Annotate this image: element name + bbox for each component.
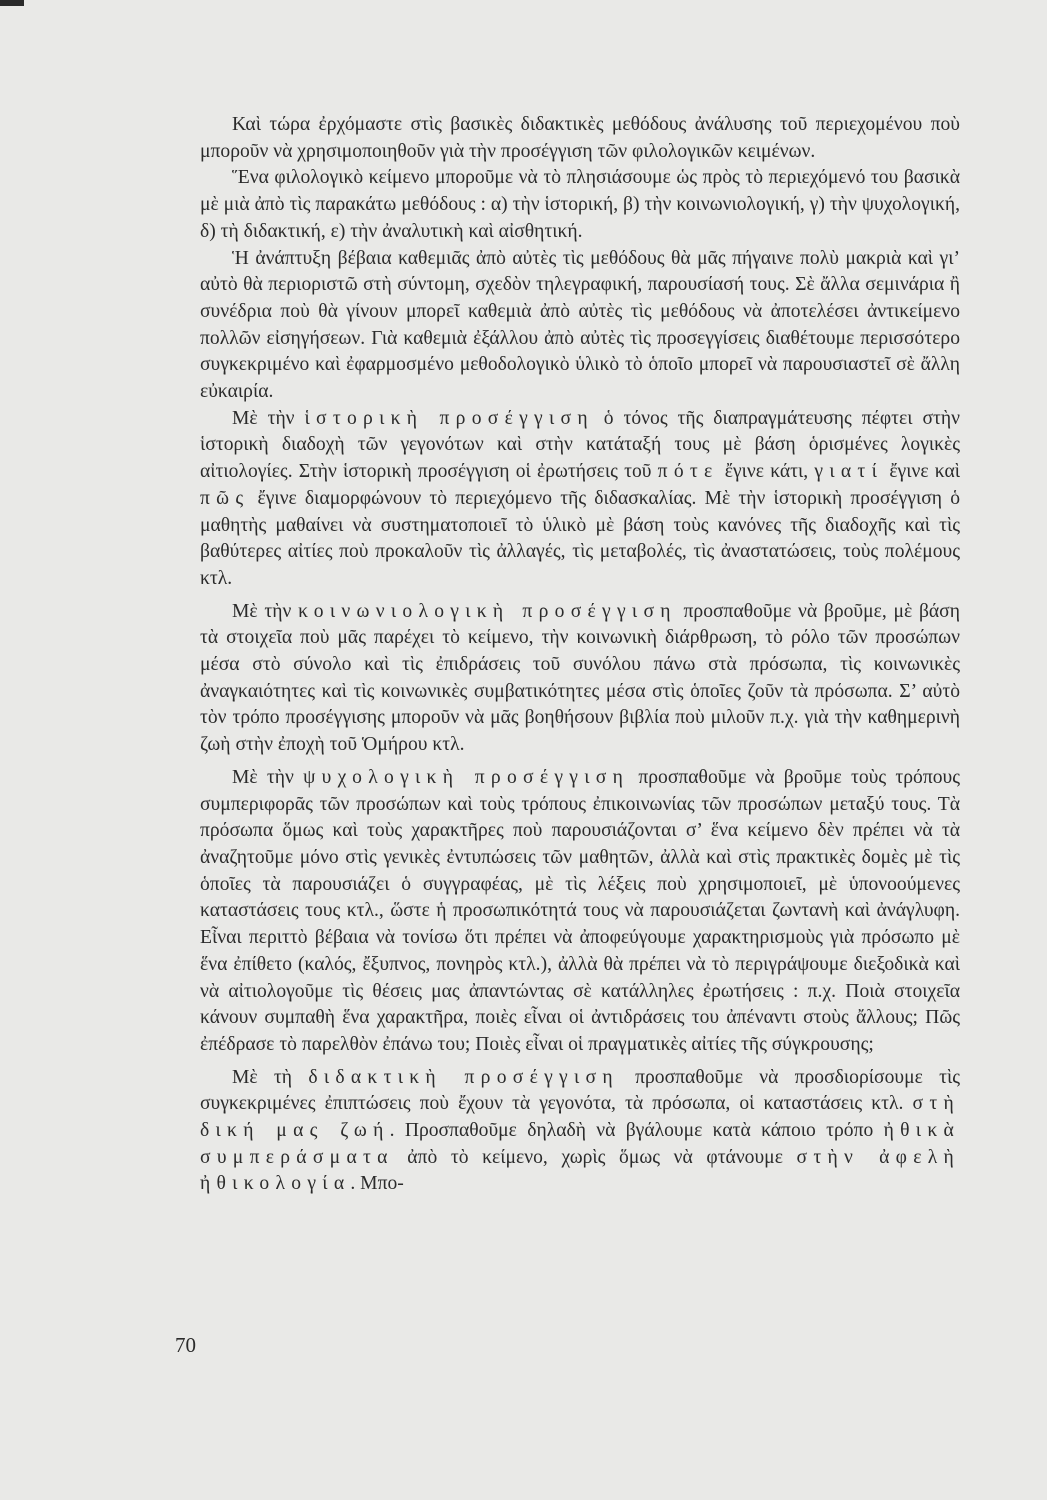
- text-run: προσπαθοῦμε νὰ βροῦμε τοὺς τρόπους συμπεριφορᾶς τῶν προσώπων καὶ τοὺς τρόπους ἐπικοινωνίας τῶν προσώπων μεταξύ τους. Τὰ πρόσωπα ὅμως καὶ τοὺς χαρακτῆρες ποὺ παρουσιάζονται σ’ ἕνα κείμενο δὲν πρέπει νὰ τὰ ἀναζητοῦμε μόνο στὶς γενικὲς ἐντυπώσεις τῶν μαθητῶν, ἀλλὰ καὶ στὶς πρακτικὲς δομὲς μὲ τὶς ὁποῖες τὰ παρουσιάζει ὁ συγγραφέας, μὲ τὶς λέξεις ποὺ χρησιμοποιεῖ, μὲ ὑπονοούμενες καταστάσεις τους κτλ., ὥστε ἡ προσωπικότητά τους νὰ παρουσιάζεται ζωντανὴ καὶ ἀνάγλυφη. Εἶναι περιττὸ βέβαια νὰ τονίσω ὅτι πρέπει νὰ ἀποφεύγουμε χαρακτηρισμοὺς γιὰ πρόσωπο μὲ ἕνα ἐπίθετο (καλός, ἔξυπνος, πονηρὸς κτλ.), ἀλλὰ θὰ πρέπει νὰ τὸ περιγράψουμε διεξοδικὰ καὶ νὰ αἰτιολογοῦμε τὶς θέσεις μας ἀπαντώντας σὲ κατάλληλες ἐρωτήσεις : π.χ. Ποιὰ στοιχεῖα κάνουν συμπαθὴ ἕνα χαρακτῆρα, ποιὲς εἶναι οἱ ἀντιδράσεις του ἀπέναντι στοὺς ἄλλους; Πῶς ἐπέδρασε τὸ παρελθὸν ἐπάνω του; Ποιὲς εἶναι οἱ πραγματικὲς αἰτίες τῆς σύγκρουσης;: [200, 766, 960, 1055]
- page-number: 70: [175, 1333, 196, 1357]
- text-run: Μὲ τὴν: [232, 600, 299, 622]
- emphasized-term: στὴν ἀφελὴ ἠθικολογία: [200, 1146, 960, 1195]
- paragraph: [200, 406, 960, 593]
- text-run: ὁ τόνος τῆς διαπραγμάτευσης πέφτει στὴν ἱστορικὴ διαδοχὴ τῶν γεγονότων καὶ στὴν κατάταξή τους μὲ βάση ὁρισμένες λογικὲς αἰτιολογίες. Στὴν ἱστορικὴ προσέγγιση οἱ ἐρωτήσεις τοῦ: [200, 407, 960, 483]
- text-run: ἀπὸ τὸ κείμενο, χωρὶς ὅμως νὰ φτάνουμε: [393, 1146, 797, 1168]
- text-run: ἔγινε κάτι,: [718, 461, 815, 483]
- text-run: . Προσπαθοῦμε δηλαδὴ νὰ βγάλουμε κατὰ κάποιο τρόπο: [389, 1120, 884, 1142]
- text-run: . Μπο-: [350, 1173, 404, 1195]
- text-run: Μὲ τὴν: [232, 766, 304, 788]
- emphasized-term: πότε: [657, 461, 719, 483]
- text-run: προσπαθοῦμε νὰ βροῦμε, μὲ βάση τὰ στοιχεῖα ποὺ μᾶς παρέχει τὸ κείμενο, τὴν κοινωνικὴ διάρθρωση, τὸ ρόλο τῶν προσώπων μέσα στὸ σύνολο καὶ τὶς ἐπιδράσεις τοῦ συνόλου πάνω στὰ πρόσωπα, τὶς κοινωνικὲς ἀναγκαιότητες καὶ τὶς κοινωνικὲς συμβατικότητες μέσα στὶς ὁποῖες ζοῦν τὰ πρόσωπα. Σ’ αὐτὸ τὸν τρόπο προσέγγισης μποροῦν νὰ μᾶς βοηθήσουν βιβλία ποὺ μιλοῦν π.χ. γιὰ τὴν καθημερινὴ ζωὴ στὴν ἐποχὴ τοῦ Ὁμήρου κτλ.: [200, 600, 960, 756]
- paragraph: [200, 599, 960, 759]
- paragraph: [200, 112, 960, 165]
- paragraph: [200, 765, 960, 1059]
- text-run: προσπαθοῦμε νὰ προσδιορίσουμε τὶς συγκεκριμένες ἐπιπτώσεις ποὺ ἔχουν τὰ γεγονότα, τὰ πρόσωπα, οἱ καταστάσεις κτλ.: [200, 1066, 960, 1115]
- emphasized-term: κοινωνιολογικὴ προσέγγιση: [298, 600, 677, 622]
- paragraph: [200, 1065, 960, 1199]
- emphasized-term: στὴ δική μας ζωή: [200, 1093, 960, 1142]
- paragraph: [200, 246, 960, 406]
- text-run: Μὲ τὴ: [232, 1066, 309, 1088]
- emphasized-term: γιατί: [814, 461, 884, 483]
- text-run: ἔγινε διαμορφώνουν τὸ περιεχόμενο τῆς διδασκαλίας. Μὲ τὴν ἱστορικὴ προσέγγιση ὁ μαθητὴς μαθαίνει νὰ συστηματοποιεῖ τὸ ὑλικὸ μὲ βάση τοὺς κανόνες τῆς διαδοχῆς καὶ τὶς βαθύτερες αἰτίες ποὺ προκαλοῦν τὶς ἀλλαγές, τὶς μεταβολές, τὶς ἀναστατώσεις, τοὺς πολέμους κτλ.: [200, 487, 960, 589]
- emphasized-term: διδακτικὴ προσέγγιση: [308, 1066, 619, 1088]
- emphasized-term: ἠθικὰ συμπεράσματα: [200, 1120, 960, 1168]
- text-run: Ἕνα φιλολογικὸ κείμενο μποροῦμε νὰ τὸ πλησιάσουμε ὡς πρὸς τὸ περιεχόμενό του βασικὰ μὲ μιὰ ἀπὸ τὶς παρακάτω μεθόδους : α) τὴν ἱστορική, β) τὴν κοινωνιολογική, γ) τὴν ψυχολογική, δ) τὴ διδακτική, ε) τὴν ἀναλυτικὴ καὶ αἰσθητική.: [200, 167, 960, 242]
- emphasized-term: ψυχολογικὴ προσέγγιση: [303, 766, 630, 788]
- text-run: Μὲ τὴν: [232, 407, 305, 429]
- text-run: Καὶ τώρα ἐρχόμαστε στὶς βασικὲς διδακτικὲς μεθόδους ἀνάλυσης τοῦ περιεχομένου ποὺ μποροῦν νὰ χρησιμοποιηθοῦν γιὰ τὴν προσέγγιση τῶν φιλολογικῶν κειμένων.: [200, 114, 960, 162]
- emphasized-term: ἱστορικὴ προσέγγιση: [304, 407, 594, 429]
- emphasized-term: πῶς: [200, 487, 250, 509]
- text-run: Ἡ ἀνάπτυξη βέβαια καθεμιᾶς ἀπὸ αὐτὲς τὶς μεθόδους θὰ μᾶς πήγαινε πολὺ μακριὰ καὶ γι’ αὐτὸ θὰ περιοριστῶ στὴ σύντομη, σχεδὸν τηλεγραφική, παρουσίασή τους. Σὲ ἄλλα σεμινάρια ἢ συνέδρια ποὺ θὰ γίνουν μπορεῖ καθεμιὰ ἀπὸ αὐτὲς τὶς μεθόδους νὰ ἀποτελέσει ἀντικείμενο πολλῶν εἰσηγήσεων. Γιὰ καθεμιὰ ἐξάλλου ἀπὸ αὐτὲς τὶς προσεγγίσεις διαθέτουμε περισσότερο συγκεκριμένο καὶ ἐφαρμοσμένο μεθοδολογικὸ ὑλικὸ τὸ ὁποῖο μπορεῖ νὰ παρουσιαστεῖ σὲ ἄλλη εὐκαιρία.: [200, 247, 960, 403]
- text-run: ἔγινε καὶ: [883, 461, 961, 483]
- scan-corner-mark: [0, 0, 24, 6]
- paragraph: [200, 165, 960, 245]
- page-body-text: [200, 112, 960, 1198]
